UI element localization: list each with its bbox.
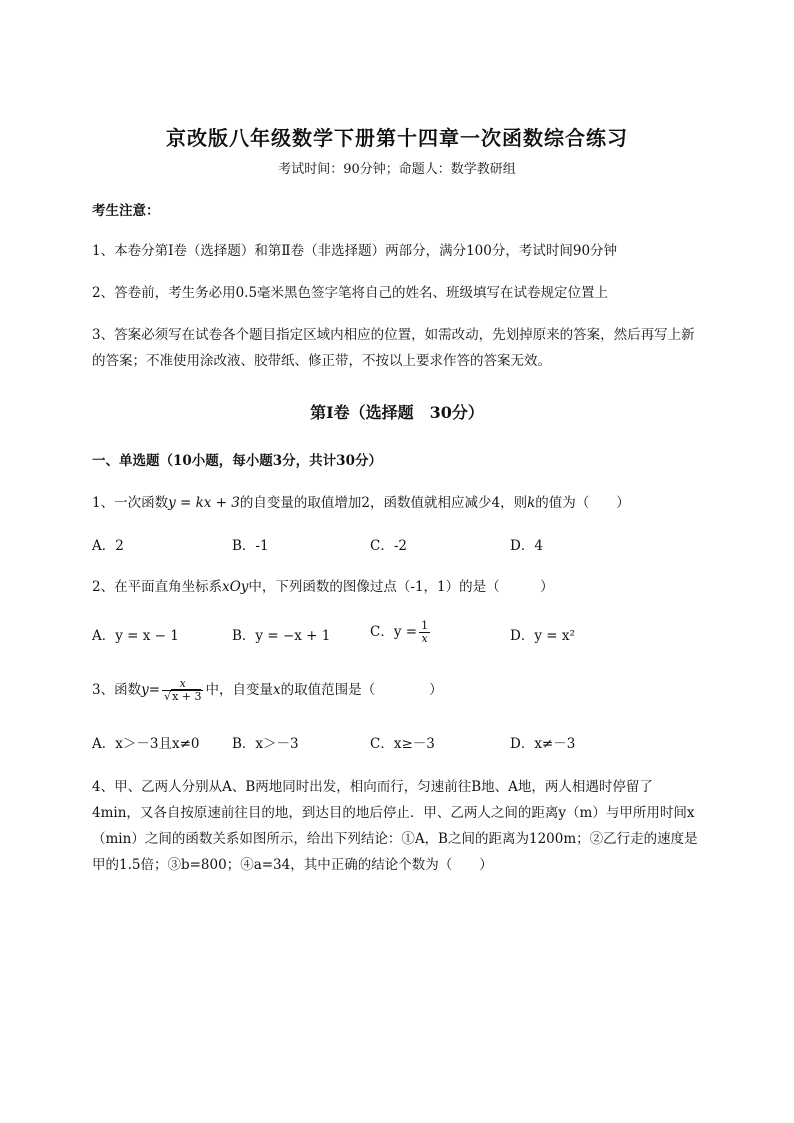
q1-option-d[interactable]: D．4: [510, 538, 543, 554]
section-title: 第I卷（选择题 30分）: [310, 403, 484, 422]
question-4-line-1: 4、甲、乙两人分别从A、B两地同时出发，相向而行，匀速前往B地、A地，两人相遇时停留了: [92, 779, 653, 795]
question-4-line-4: 甲的1.5倍；③b=800；④a=34，其中正确的结论个数为（ ）: [92, 857, 493, 873]
q2-c-label: C．y =: [370, 624, 418, 640]
q1-end: 的值为（ ）: [535, 495, 630, 511]
q1-formula: y = kx + 3: [168, 495, 240, 511]
q2-post: 中，下列函数的图像过点（-1，1）的是（ ）: [248, 579, 554, 595]
q1-option-a[interactable]: A．2: [92, 538, 124, 554]
document-title: 京改版八年级数学下册第十四章一次函数综合练习: [166, 126, 628, 150]
q2-pre: 2、在平面直角坐标系: [92, 579, 223, 595]
q3-pre: 3、函数: [92, 682, 142, 698]
q2-var: xOy: [222, 579, 249, 595]
question-4-line-2: 4min，又各自按原速前往目的地，到达目的地后停止．甲、乙两人之间的距离y（m）与甲所用时间x: [92, 805, 695, 821]
notice-item-2: 2、答卷前，考生务必用0.5毫米黑色签字笔将自己的姓名、班级填写在试卷规定位置上: [92, 285, 609, 301]
notice-item-3-cont: 的答案；不准使用涂改液、胶带纸、修正带，不按以上要求作答的答案无效。: [92, 353, 551, 369]
notice-item-3: 3、答案必须写在试卷各个题目指定区域内相应的位置，如需改动，先划掉原来的答案，然后再写上新: [92, 327, 695, 343]
question-3: [92, 678, 443, 703]
q3-end: 的取值范围是（ ）: [280, 682, 443, 698]
q3-fraction: [162, 678, 203, 703]
q3-numerator: x: [162, 678, 203, 691]
q1-var: k: [527, 495, 536, 511]
q3-post: 中，自变量: [205, 682, 273, 698]
q2-option-b[interactable]: B．y = −x + 1: [232, 628, 331, 644]
q2-c-denominator: x: [421, 632, 428, 645]
q1-post: 的自变量的取值增加2，函数值就相应减少4，则: [239, 495, 528, 511]
q2-c-fraction: [419, 620, 430, 645]
question-1: [92, 494, 630, 512]
q3-denominator: √x + 3: [164, 690, 202, 703]
q3-var: x: [272, 682, 281, 698]
q3-option-b[interactable]: B．x＞－3: [232, 736, 299, 752]
q1-pre: 1、一次函数: [92, 495, 169, 511]
q1-option-b[interactable]: B．-1: [232, 538, 269, 554]
notice-item-1: 1、本卷分第I卷（选择题）和第Ⅱ卷（非选择题）两部分，满分100分，考试时间90分钟: [92, 243, 618, 259]
q3-y: y=: [141, 682, 161, 698]
question-2: [92, 578, 554, 596]
q3-option-c[interactable]: C．x≥－3: [370, 736, 435, 752]
q3-option-d[interactable]: D．x≠－3: [510, 736, 576, 752]
q2-option-d[interactable]: D．y = x²: [510, 628, 575, 644]
q3-option-a[interactable]: A．x＞－3且x≠0: [92, 736, 200, 752]
q2-option-c[interactable]: [370, 620, 432, 645]
q2-option-a[interactable]: A．y = x − 1: [92, 628, 179, 644]
q1-option-c[interactable]: C．-2: [370, 538, 407, 554]
part-heading: 一、单选题（10小题，每小题3分，共计30分）: [92, 453, 382, 469]
q3-radicand: x + 3: [172, 690, 202, 703]
exam-info: 考试时间：90分钟；命题人：数学教研组: [278, 162, 516, 177]
q2-c-numerator: 1: [421, 619, 429, 632]
question-4-line-3: （min）之间的函数关系如图所示，给出下列结论：①A，B之间的距离为1200m；②乙行走的速度是: [92, 831, 698, 847]
notice-heading: 考生注意：: [92, 203, 160, 219]
